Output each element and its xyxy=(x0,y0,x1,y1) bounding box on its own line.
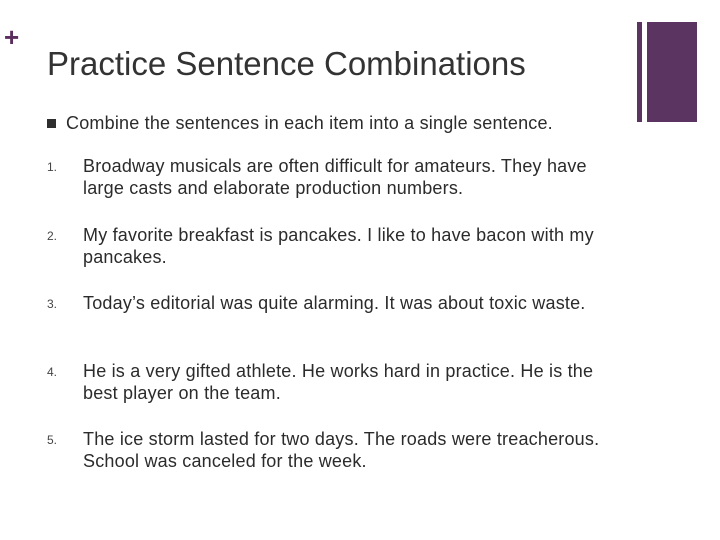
item-text: He is a very gifted athlete. He works hard in practice. He is the best player on the team. xyxy=(83,361,594,403)
accent-bar-thin xyxy=(637,22,642,122)
accent-bar-thick xyxy=(647,22,697,122)
item-number: 3. xyxy=(47,297,58,311)
instruction-text: Combine the sentences in each item into a single sentence. xyxy=(66,113,553,133)
instruction-bullet xyxy=(47,111,627,135)
item-number: 2. xyxy=(47,229,58,243)
item-number: 5. xyxy=(47,433,58,447)
item-text: Broadway musicals are often difficult for amateurs. They have large casts and elaborate production numbers. xyxy=(83,156,587,198)
item-number: 1. xyxy=(47,160,58,174)
slide-title: Practice Sentence Combinations xyxy=(47,45,526,82)
plus-icon: + xyxy=(4,22,20,52)
item-text: My favorite breakfast is pancakes. I like to have bacon with my pancakes. xyxy=(83,225,594,267)
item-number: 4. xyxy=(47,365,58,379)
item-text: The ice storm lasted for two days. The roads were treacherous. School was canceled for the week. xyxy=(83,429,600,471)
square-bullet-icon xyxy=(47,119,56,128)
item-text: Today’s editorial was quite alarming. It was about toxic waste. xyxy=(83,293,586,313)
